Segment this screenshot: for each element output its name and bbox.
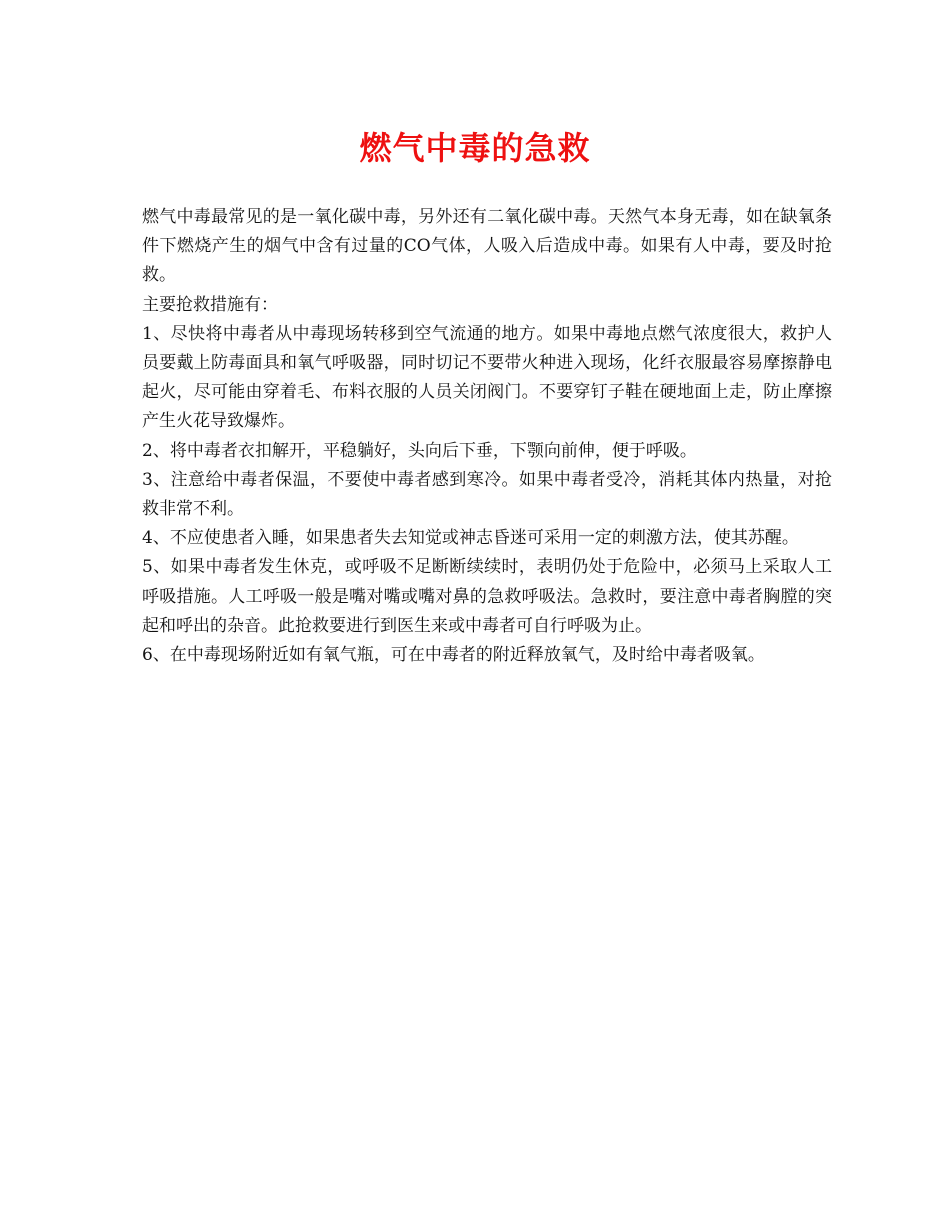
paragraph-step-2: 2、将中毒者衣扣解开，平稳躺好，头向后下垂，下颚向前伸，便于呼吸。: [142, 440, 697, 461]
paragraph-step-4: 4、不应使患者入睡，如果患者失去知觉或神志昏迷可采用一定的刺激方法，使其苏醒。: [142, 528, 799, 549]
paragraph-intro: 燃气中毒最常见的是一氧化碳中毒，另外还有二氧化碳中毒。天然气本身无毒，如在缺氧条件下燃烧产生的烟气中含有过量的CO气体，人吸入后造成中毒。如果有人中毒，要及时抢救。: [142, 207, 832, 286]
paragraph-step-3: 3、注意给中毒者保温，不要使中毒者感到寒冷。如果中毒者受冷，消耗其体内热量，对抢救非常不利。: [142, 469, 832, 520]
document-body: [142, 203, 832, 670]
paragraph-step-6: 6、在中毒现场附近如有氧气瓶，可在中毒者的附近释放氧气，及时给中毒者吸氧。: [142, 645, 765, 666]
paragraph-measures-heading: 主要抢救措施有：: [142, 294, 278, 315]
document-title: 燃气中毒的急救: [359, 129, 591, 167]
paragraph-step-1: 1、尽快将中毒者从中毒现场转移到空气流通的地方。如果中毒地点燃气浓度很大，救护人员要戴上防毒面具和氧气呼吸器，同时切记不要带火种进入现场，化纤衣服最容易摩擦静电起火，尽可能由穿着毛、布料衣服的人员关闭阀门。不要穿钉子鞋在硬地面上走，防止摩擦产生火花导致爆炸。: [142, 323, 832, 432]
paragraph-step-5: 5、如果中毒者发生休克，或呼吸不足断断续续时，表明仍处于危险中，必须马上采取人工呼吸措施。人工呼吸一般是嘴对嘴或嘴对鼻的急救呼吸法。急救时，要注意中毒者胸膛的突起和呼出的杂音。此抢救要进行到医生来或中毒者可自行呼吸为止。: [142, 557, 832, 636]
